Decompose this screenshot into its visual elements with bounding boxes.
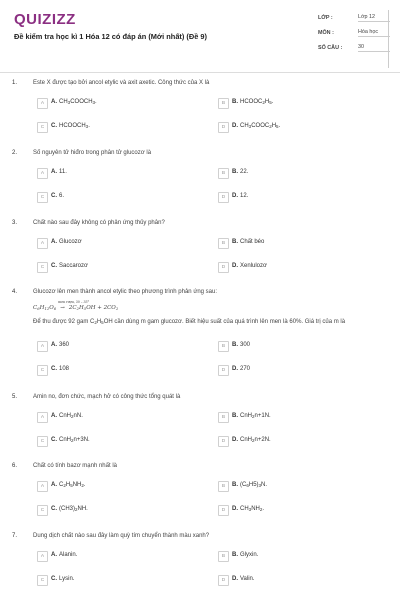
option-letter-box[interactable]: C [37,505,48,516]
option-letter-box[interactable]: D [218,505,229,516]
option-letter-box[interactable]: D [218,575,229,586]
option-text: D. $CH_3NH_2$. [232,506,265,512]
option-text: B. $HCOOC_2H_5$. [232,99,274,105]
option-text: A. Glucozơ [51,239,82,245]
option-letter-box[interactable]: C [37,262,48,273]
option-letter-box[interactable]: C [37,575,48,586]
option-text: B. 300 [232,342,251,348]
meta-value: 30 [358,44,390,52]
option-text: A. $CH_3COOCH_3$. [51,99,97,105]
question-text: Amin no, đơn chức, mạch hở có công thức tổng quát là [33,394,181,400]
option-letter-box[interactable]: B [218,551,229,562]
option-text: A. 11. [51,169,67,175]
option-text: D. 12. [232,193,249,199]
option-text: B. 22. [232,169,249,175]
option-text: D. Valin. [232,576,255,582]
meta-row-class [318,10,390,25]
option-text: C. $(CH3)_2NH$. [51,506,88,512]
equation-reactant: C6H12O6 [33,305,57,311]
meta-value: Hóa học [358,29,390,37]
reaction-arrow-icon: men rượu, 30 – 35° → [58,300,90,311]
option-letter-box[interactable]: B [218,168,229,179]
question-text: Chất nào sau đây không có phản ứng thủy phân? [33,220,165,226]
quizizz-logo: QUIZIZZ [14,11,76,28]
option-text: C. 6. [51,193,65,199]
question-number: 4. [12,289,18,295]
meta-row-count [318,40,390,55]
question-text: Dung dịch chất nào sau đây làm quỳ tím chuyển thành màu xanh? [33,533,210,539]
meta-row-subject [318,25,390,40]
header-divider [0,72,400,73]
option-text: D. $CH_3COOC_2H_5$. [232,123,281,129]
option-text: C. $HCOOCH_3$. [51,123,90,129]
option-letter-box[interactable]: B [218,481,229,492]
meta-panel [318,10,390,55]
option-letter-box[interactable]: C [37,436,48,447]
option-letter-box[interactable]: A [37,168,48,179]
question-text: Glucozơ lên men thành ancol etylic theo phương trình phản ứng sau: [33,289,218,295]
option-text: A. CnH$_2$nN. [51,413,83,419]
question-number: 3. [12,220,18,226]
question-number: 2. [12,150,18,156]
option-text: C. 108 [51,366,70,372]
option-letter-box[interactable]: D [218,122,229,133]
question-text: Este X được tạo bởi ancol etylic và axit axetic. Công thức của X là [33,80,210,86]
option-letter-box[interactable]: A [37,341,48,352]
question-text: Số nguyên tử hiđro trong phân tử glucozơ là [33,150,152,156]
option-letter-box[interactable]: C [37,192,48,203]
page-header [0,0,400,72]
option-letter-box[interactable]: A [37,238,48,249]
option-text: D. CnH$_2$n+2N. [232,437,271,443]
option-letter-box[interactable]: C [37,122,48,133]
option-letter-box[interactable]: B [218,341,229,352]
arrow-label: men rượu, 30 – 35° [58,300,90,304]
option-text: D. 270 [232,366,251,372]
question-number: 5. [12,394,18,400]
option-text: A. 360 [51,342,70,348]
option-letter-box[interactable]: A [37,551,48,562]
option-text: B. Glyxin. [232,552,259,558]
question-number: 6. [12,463,18,469]
page-title: Đề kiểm tra học kì 1 Hóa 12 có đáp án (Mới nhất) (Đề 9) [14,32,207,41]
option-text: B. $(C_6H5)_3N$. [232,482,268,488]
meta-label: LỚP : [318,14,333,21]
option-letter-box[interactable]: D [218,192,229,203]
question-number: 1. [12,80,18,86]
fermentation-equation [33,300,119,311]
meta-divider [388,10,389,68]
option-letter-box[interactable]: D [218,436,229,447]
option-letter-box[interactable]: B [218,98,229,109]
option-text: B. Chất béo [232,239,265,245]
option-letter-box[interactable]: B [218,238,229,249]
question-text: Chất có tính bazơ mạnh nhất là [33,463,117,469]
option-text: C. Saccarozơ [51,263,88,269]
option-text: C. CnH$_2$n+3N. [51,437,90,443]
meta-label: MÔN : [318,29,334,36]
option-letter-box[interactable]: C [37,365,48,376]
option-letter-box[interactable]: A [37,481,48,492]
option-text: A. $C_2H_5NH_2$. [51,482,86,488]
option-text: D. Xenlulozơ [232,263,267,269]
equation-products: 2C2H5OH + 2CO2 [68,305,119,311]
question-text-continued: Để thu được 92 gam $C_2H_5OH$ cần dùng m gam glucozơ. Biết hiệu suất của quá trình lên men là 60%. Giá trị của m là [33,319,346,325]
option-letter-box[interactable]: D [218,262,229,273]
meta-value: Lớp 12 [358,14,390,22]
question-number: 7. [12,533,18,539]
option-letter-box[interactable]: D [218,365,229,376]
meta-label: SỐ CÂU : [318,44,343,51]
option-letter-box[interactable]: A [37,412,48,423]
option-letter-box[interactable]: A [37,98,48,109]
option-text: B. CnH$_2$n+1N. [232,413,271,419]
option-text: C. Lysin. [51,576,75,582]
option-text: A. Alanin. [51,552,78,558]
option-letter-box[interactable]: B [218,412,229,423]
